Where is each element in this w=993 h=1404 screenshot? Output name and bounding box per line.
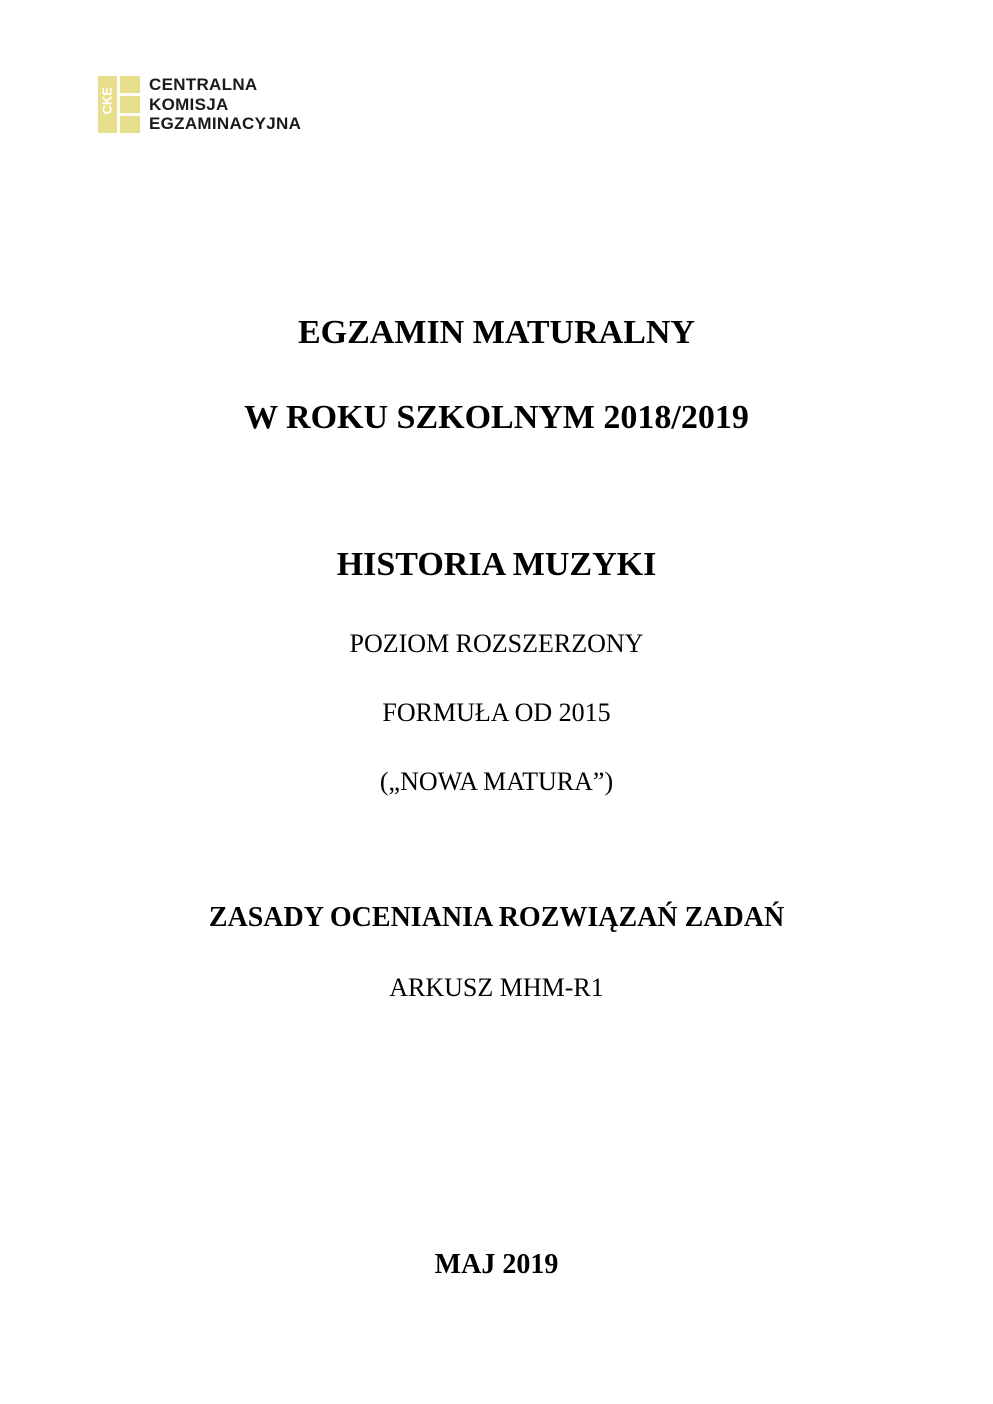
logo-line-2: KOMISJA [149,94,229,114]
subject-nickname: („NOWA MATURA”) [379,767,614,796]
logo-line-3: EGZAMINACYJNA [149,114,302,133]
exam-year: W ROKU SZKOLNYM 2018/2019 [244,399,749,436]
subject-formula: FORMUŁA OD 2015 [382,698,611,727]
cke-logo-text [149,76,301,133]
exam-title: EGZAMIN MATURALNY [298,314,695,351]
sheet-code: ARKUSZ MHM-R1 [389,973,604,1002]
cke-logo-glyph: CKE [99,87,115,115]
cke-logo [98,76,301,133]
cke-logo-mark [98,76,140,133]
rules-heading: ZASADY OCENIANIA ROZWIĄZAŃ ZADAŃ [208,902,785,933]
subject-level: POZIOM ROZSZERZONY [349,629,644,658]
logo-line-1: CENTRALNA [149,75,258,94]
exam-date: MAJ 2019 [434,1249,559,1280]
subject-name: HISTORIA MUZYKI [336,546,657,583]
